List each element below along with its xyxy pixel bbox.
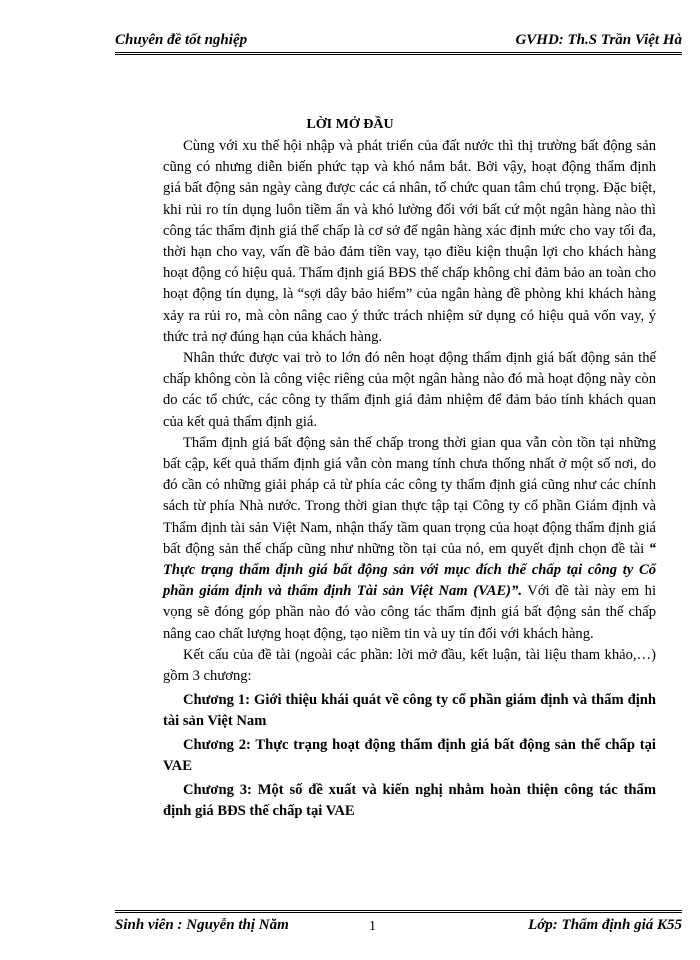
paragraph-3 [163, 433, 656, 645]
paragraph-4: Kết cấu của đề tài (ngoài các phần: lời mở đầu, kết luận, tài liệu tham khảo,…) gồm 3 chương: [163, 646, 656, 685]
chapter-1: Chương 1: Giới thiệu khái quát về công ty cổ phần giám định và thẩm định tài sản Việt Nam [163, 692, 656, 730]
paragraph-1: Cùng với xu thế hội nhập và phát triển của đất nước thì thị trường bất động sản cũng có nhưng diễn biến phức tạp và khó nắm bắt. Bởi vậy, hoạt động thẩm định giá bất động sản ngày càng được các cá nhân, tổ chức quan tâm chú trọng. Đặc biệt, khi rủi ro tín dụng luôn tiềm ẩn và khó lường đối với bất cứ một ngân hàng nào thì công tác thẩm định giá thế chấp là cơ sở để ngân hàng xác định mức cho vay tối đa, thời hạn cho vay, vấn đề bảo đảm tiền vay, tạo điều kiện thuận lợi cho khách hàng hoạt động có hiệu quả. Thẩm định giá BĐS thế chấp không chỉ đảm bảo an toàn cho hoạt động tín dụng, là “sợi dây bảo hiểm” của ngân hàng đề phòng khi khách hàng xảy ra rủi ro, mà còn nâng cao ý thức trách nhiệm sử dụng có hiệu quả vốn vay, ý thức trả nợ đúng hạn của khách hàng. [163, 138, 656, 345]
page-number: 1 [369, 919, 376, 934]
page-header [115, 30, 682, 55]
chapter-3: Chương 3: Một số đề xuất và kiến nghị nhằm hoàn thiện công tác thẩm định giá BĐS thế chấp tại VAE [163, 782, 656, 820]
thesis-topic: “ Thực trạng thẩm định giá bất động sản với mục đích thế chấp tại công ty Cổ phần giám định và thẩm định Tài sản Việt Nam (VAE)”. [163, 540, 656, 600]
page-title: LỜI MỞ ĐẦU [306, 117, 394, 132]
footer-class: Lớp: Thẩm định giá K55 [528, 917, 682, 933]
document-body [163, 136, 656, 822]
header-supervisor: GVHD: Th.S Trần Việt Hà [515, 32, 682, 48]
page-footer [115, 910, 682, 941]
header-course: Chuyên đề tốt nghiệp [115, 32, 248, 48]
paragraph-3-outro: Với đề tài này em hi vọng sẽ đóng góp phần nào đó vào công tác thẩm định giá bất động sản thế chấp nâng cao chất lượng hoạt động, tạo niềm tin và uy tín đối với khách hàng. [163, 583, 656, 642]
footer-student: Sinh viên : Nguyễn thị Năm [115, 917, 289, 933]
chapter-2: Chương 2: Thực trạng hoạt động thẩm định giá bất động sản thế chấp tại VAE [163, 737, 656, 775]
paragraph-2: Nhân thức được vai trò to lớn đó nên hoạt động thẩm định giá bất động sản thế chấp không còn là công việc riêng của một ngân hàng nào đó mà hoạt động này còn do các tổ chức, các công ty thẩm định giá đảm nhiệm để đảm bảo tính khách quan của kết quả thẩm định giá. [163, 350, 656, 430]
paragraph-3-intro: Thẩm định giá bất động sản thế chấp trong thời gian qua vẫn còn tồn tại những bất cập, kết quả thẩm định giá vẫn còn mang tính chưa thống nhất ở một số nơi, do đó cần có những giải pháp cả từ phía các công ty thẩm định giá cũng như các chính sách từ phía Nhà nước. Trong thời gian thực tập tại Công ty cổ phần Giám định và Thẩm định tài sản Việt Nam, nhận thấy tầm quan trọng của hoạt động thẩm định giá bất động sản thế chấp cũng như những tồn tại của nó, em quyết định chọn đề tài [163, 434, 656, 557]
